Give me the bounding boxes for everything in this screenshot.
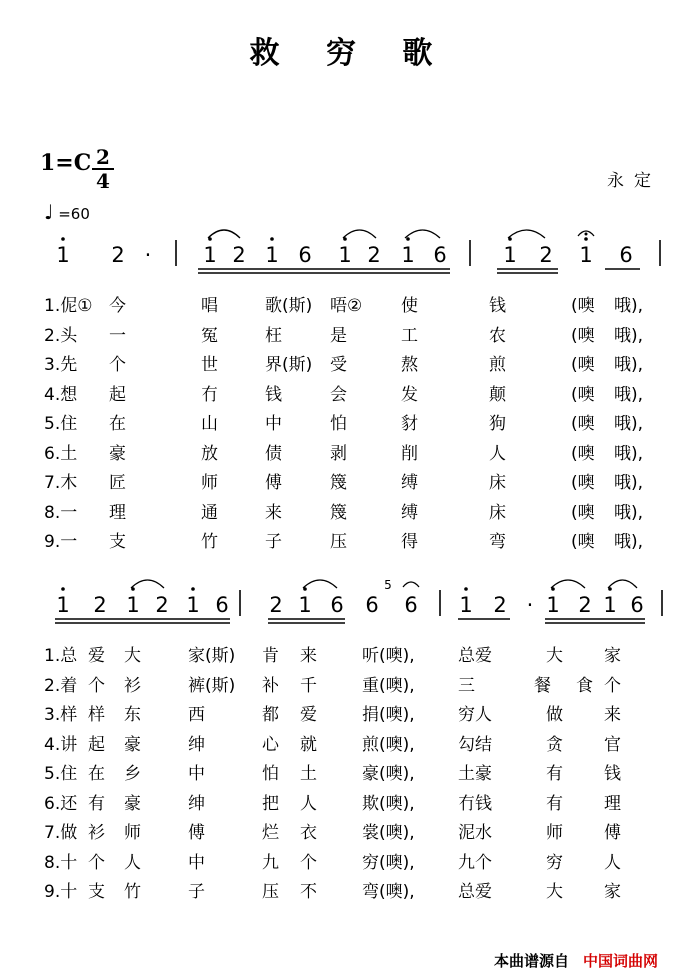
- lyric-syllable: 通: [201, 502, 218, 523]
- lyric-syllable: 6.土: [44, 443, 78, 464]
- lyric-syllable: 在: [109, 414, 126, 434]
- lyric-syllable: 4.讲: [44, 734, 78, 755]
- lyric-syllable: 7.木: [44, 473, 78, 493]
- lyric-syllable: 重(噢),: [362, 675, 415, 696]
- note-digit: 2: [93, 593, 107, 617]
- lyric-syllable: 烂: [262, 823, 279, 843]
- lyric-syllable: 5.住: [44, 414, 78, 434]
- lyric-syllable: 6.还: [44, 793, 78, 814]
- lyric-syllable: 欺(噢),: [362, 793, 415, 814]
- lyric-syllable: 受: [330, 355, 347, 375]
- lyric-syllable: 哦),: [614, 502, 644, 523]
- note-digit: 1: [186, 593, 200, 617]
- note-digit: 1: [579, 243, 593, 267]
- lyric-syllable: 大: [546, 646, 563, 666]
- lyric-syllable: 师: [546, 823, 563, 843]
- lyric-syllable: 乡: [124, 764, 141, 784]
- lyric-syllable: 人: [489, 443, 506, 464]
- lyric-syllable: 人: [604, 852, 621, 873]
- note-digit: 1: [603, 593, 617, 617]
- lyric-syllable: 绅: [188, 734, 205, 755]
- lyric-syllable: 总爱: [458, 882, 492, 902]
- lyric-syllable: 2.着: [44, 675, 78, 696]
- lyric-syllable: 捐(噢),: [362, 705, 415, 725]
- lyric-syllable: 会: [330, 384, 347, 405]
- lyric-syllable: 衫: [88, 823, 105, 843]
- note-digit: 6: [365, 593, 379, 617]
- lyric-syllable: 哦),: [614, 325, 644, 346]
- note-digit: 1: [546, 593, 560, 617]
- lyric-syllable: 歌(斯): [265, 296, 313, 316]
- lyric-syllable: 3.样: [44, 705, 78, 725]
- lyric-syllable: 傅: [604, 823, 621, 843]
- lyric-syllable: 有: [546, 793, 563, 814]
- lyric-syllable: 缚: [401, 473, 418, 493]
- lyric-syllable: 9.一: [44, 532, 78, 552]
- lyric-syllable: (噢: [571, 414, 595, 434]
- note-digit: 6: [619, 243, 633, 267]
- lyric-syllable: 工: [401, 325, 418, 346]
- lyric-syllable: 土豪: [458, 764, 492, 784]
- octave-dot: [191, 587, 195, 591]
- lyric-syllable: (噢: [571, 296, 595, 316]
- lyric-syllable: (噢: [571, 325, 595, 346]
- lyric-syllable: 颠: [489, 384, 506, 405]
- lyric-syllable: 床: [489, 502, 506, 523]
- lyric-syllable: 压: [262, 882, 279, 902]
- lyric-syllable: 有: [88, 793, 105, 814]
- lyric-syllable: 中: [188, 764, 205, 784]
- time-numerator: 2: [96, 145, 110, 169]
- lyric-syllable: 不: [300, 882, 317, 902]
- lyric-syllable: 都: [262, 705, 279, 725]
- lyric-syllable: 东: [124, 705, 141, 725]
- lyric-syllable: 1.总: [44, 646, 78, 666]
- footer-source-text: 本曲谱源自: [494, 952, 570, 970]
- lyric-syllable: 8.一: [44, 502, 78, 523]
- note-digit: 6: [433, 243, 447, 267]
- lyric-syllable: 8.十: [44, 852, 78, 873]
- lyric-syllable: 钱: [489, 296, 506, 316]
- lyric-syllable: 熬: [401, 355, 418, 375]
- note-digit: 2: [539, 243, 553, 267]
- lyric-syllable: 缚: [401, 502, 418, 523]
- lyric-syllable: 压: [330, 532, 347, 552]
- lyric-syllable: 弯: [489, 532, 506, 552]
- octave-dot: [270, 237, 274, 241]
- lyric-syllable: 哦),: [614, 443, 644, 464]
- lyric-syllable: 衫: [124, 675, 141, 696]
- lyric-syllable: 三: [458, 675, 475, 696]
- lyric-syllable: 理: [109, 502, 126, 523]
- lyric-syllable: 哦),: [614, 355, 644, 375]
- fermata-icon: [403, 582, 419, 587]
- note-digit: 2: [111, 243, 125, 267]
- lyric-syllable: 衣: [300, 823, 317, 843]
- lyric-syllable: 土: [300, 764, 317, 784]
- lyric-syllable: 来: [604, 705, 621, 725]
- lyric-syllable: 食: [576, 675, 593, 696]
- quarter-note-icon: ♩: [44, 200, 54, 224]
- lyric-syllable: 家: [604, 646, 621, 666]
- lyric-syllable: 豺: [401, 414, 418, 434]
- lyric-syllable: 唔②: [330, 296, 363, 316]
- lyric-syllable: 今: [109, 296, 126, 316]
- note-digit: 1: [203, 243, 217, 267]
- lyric-syllable: 来: [265, 502, 282, 523]
- region-label: 永定: [607, 171, 661, 191]
- note-digit: ·: [526, 593, 534, 617]
- lyric-syllable: 弯(噢),: [362, 882, 415, 902]
- lyric-syllable: 子: [188, 882, 205, 902]
- note-digit: 1: [126, 593, 140, 617]
- lyric-syllable: 豪: [109, 443, 126, 464]
- lyric-syllable: (噢: [571, 355, 595, 375]
- slur: [303, 580, 337, 588]
- lyric-syllable: (噢: [571, 443, 595, 464]
- lyric-syllable: 绅: [188, 793, 205, 814]
- lyric-syllable: 有: [546, 764, 563, 784]
- lyric-syllable: 九个: [458, 852, 492, 873]
- note-digit: 2: [493, 593, 507, 617]
- lyric-syllable: 7.做: [44, 823, 78, 843]
- slur: [405, 230, 440, 238]
- tempo-value: =60: [58, 205, 90, 223]
- note-digit: 1: [459, 593, 473, 617]
- lyric-syllable: 个: [604, 675, 621, 696]
- lyric-syllable: 样: [88, 705, 105, 725]
- lyric-syllable: 做: [546, 705, 563, 725]
- note-digit: 6: [630, 593, 644, 617]
- lyric-syllable: 5.住: [44, 764, 78, 784]
- lyric-syllable: 听(噢),: [362, 646, 415, 666]
- slur: [608, 580, 637, 588]
- note-digit: 2: [232, 243, 246, 267]
- slur: [343, 230, 376, 238]
- lyric-syllable: 哦),: [614, 414, 644, 434]
- lyric-syllable: 篾: [330, 502, 347, 523]
- lyric-syllable: 匠: [109, 473, 126, 493]
- lyric-syllable: 界(斯): [265, 355, 313, 375]
- lyric-syllable: 冇钱: [458, 793, 492, 814]
- lyric-syllable: 就: [300, 734, 317, 755]
- lyric-syllable: 把: [262, 793, 279, 814]
- lyric-syllable: 冇: [201, 384, 218, 405]
- note-digit: 1: [56, 593, 70, 617]
- lyric-syllable: 补: [262, 675, 279, 696]
- note-digit: 1: [401, 243, 415, 267]
- lyric-syllable: 个: [109, 355, 126, 375]
- lyric-syllable: 冤: [201, 325, 218, 346]
- note-digit: 6: [215, 593, 229, 617]
- lyric-syllable: 2.头: [44, 325, 78, 346]
- lyric-syllable: 狗: [489, 414, 506, 434]
- octave-dot: [61, 237, 65, 241]
- lyric-syllable: 在: [88, 764, 105, 784]
- lyric-syllable: (噢: [571, 502, 595, 523]
- lyric-syllable: 4.想: [44, 384, 78, 405]
- octave-dot: [61, 587, 65, 591]
- octave-dot: [464, 587, 468, 591]
- slur: [208, 230, 240, 238]
- lyric-syllable: 哦),: [614, 473, 644, 493]
- lyric-syllable: 得: [401, 532, 418, 552]
- lyric-syllable: 大: [546, 882, 563, 902]
- lyric-syllable: 总爱: [458, 646, 492, 666]
- lyric-syllable: 竹: [201, 532, 218, 552]
- note-digit: 6: [298, 243, 312, 267]
- lyric-syllable: 裤(斯): [188, 675, 236, 696]
- lyric-syllable: 心: [262, 734, 279, 755]
- lyric-syllable: 怕: [330, 414, 347, 434]
- lyric-syllable: 傅: [188, 823, 205, 843]
- lyric-syllable: 子: [265, 532, 282, 552]
- lyric-syllable: 个: [300, 852, 317, 873]
- lyric-syllable: 3.先: [44, 355, 78, 375]
- lyric-syllable: 哦),: [614, 532, 644, 552]
- lyric-syllable: 中: [188, 852, 205, 873]
- lyric-syllable: (噢: [571, 384, 595, 405]
- note-digit: 1: [338, 243, 352, 267]
- lyric-syllable: 理: [604, 793, 621, 814]
- lyric-syllable: 竹: [124, 882, 141, 902]
- note-digit: 2: [578, 593, 592, 617]
- lyric-syllable: 师: [124, 823, 141, 843]
- note-digit: 2: [269, 593, 283, 617]
- lyric-syllable: 发: [401, 384, 418, 405]
- lyric-syllable: 餐: [534, 675, 551, 696]
- note-digit: 2: [155, 593, 169, 617]
- lyric-syllable: 怕: [262, 764, 279, 784]
- lyric-syllable: 9.十: [44, 882, 78, 902]
- note-digit: ·: [144, 243, 152, 267]
- lyric-syllable: 穷人: [458, 705, 492, 725]
- lyric-syllable: 西: [188, 705, 205, 725]
- lyric-syllable: 放: [201, 443, 218, 464]
- lyric-syllable: 削: [401, 443, 418, 464]
- lyric-syllable: 家(斯): [188, 646, 236, 666]
- lyric-syllable: 人: [300, 793, 317, 814]
- lyric-syllable: 农: [489, 325, 506, 346]
- lyric-syllable: 债: [265, 443, 282, 464]
- lyric-syllable: 使: [401, 296, 418, 316]
- note-digit: 1: [56, 243, 70, 267]
- lyric-syllable: 爱: [300, 705, 317, 725]
- octave-dot: [406, 237, 410, 241]
- lyric-syllable: 起: [88, 734, 105, 755]
- lyric-syllable: 床: [489, 473, 506, 493]
- lyric-syllable: 枉: [265, 325, 282, 346]
- lyric-syllable: 煎: [489, 355, 506, 375]
- lyric-syllable: 勾结: [458, 734, 492, 755]
- lyric-syllable: 篾: [330, 473, 347, 493]
- lyric-syllable: 哦),: [614, 384, 644, 405]
- lyric-syllable: 九: [262, 852, 279, 873]
- lyric-syllable: 世: [201, 355, 218, 375]
- lyric-syllable: 豪: [124, 734, 141, 755]
- lyric-syllable: 泥水: [458, 823, 492, 843]
- slur: [508, 230, 545, 238]
- slur: [551, 580, 585, 588]
- lyric-syllable: 个: [88, 852, 105, 873]
- lyric-syllable: 豪(噢),: [362, 764, 415, 784]
- lyric-syllable: 1.伲①: [44, 296, 93, 316]
- time-denominator: 4: [92, 168, 114, 192]
- lyric-syllable: 来: [300, 646, 317, 666]
- note-digit: 1: [265, 243, 279, 267]
- note-digit: 6: [330, 593, 344, 617]
- lyric-syllable: 山: [201, 414, 218, 434]
- lyric-syllable: 穷(噢),: [362, 852, 415, 873]
- footer-site-name: 中国词曲网: [583, 952, 659, 970]
- song-title: 救 穷 歌: [249, 36, 451, 71]
- lyric-syllable: 肯: [262, 646, 279, 666]
- lyric-syllable: (噢: [571, 473, 595, 493]
- lyric-syllable: 家: [604, 882, 621, 902]
- lyric-syllable: 起: [109, 384, 126, 405]
- lyric-syllable: 剥: [330, 443, 347, 464]
- lyric-syllable: 大: [124, 646, 141, 666]
- lyric-syllable: 哦),: [614, 296, 644, 316]
- lyric-syllable: 唱: [201, 296, 218, 316]
- lyric-syllable: 贪: [546, 734, 563, 755]
- lyric-syllable: 一: [109, 325, 126, 346]
- note-digit: 2: [367, 243, 381, 267]
- lyric-syllable: 是: [330, 325, 347, 346]
- lyric-syllable: 爱: [88, 646, 105, 666]
- lyric-syllable: 煎(噢),: [362, 734, 415, 755]
- lyric-syllable: 钱: [604, 764, 621, 784]
- footer-source: [494, 950, 658, 971]
- lyric-syllable: 师: [201, 473, 218, 493]
- lyric-syllable: 官: [604, 734, 621, 755]
- lyric-syllable: 傅: [265, 473, 282, 493]
- lyric-syllable: (噢: [571, 532, 595, 552]
- lyric-syllable: 中: [265, 414, 282, 434]
- lyric-syllable: 穷: [546, 852, 563, 873]
- slur: [131, 580, 164, 588]
- note-digit: 6: [404, 593, 418, 617]
- lyric-syllable: 豪: [124, 793, 141, 814]
- note-digit: 1: [298, 593, 312, 617]
- lyric-syllable: 千: [300, 675, 317, 696]
- grace-note: 5: [384, 578, 392, 592]
- lyric-syllable: 支: [88, 882, 105, 902]
- key-signature: 1=C: [40, 150, 92, 176]
- lyric-syllable: 钱: [265, 384, 282, 405]
- lyric-syllable: 人: [124, 852, 141, 873]
- octave-dot: [584, 237, 588, 241]
- lyric-syllable: 个: [88, 675, 105, 696]
- note-digit: 1: [503, 243, 517, 267]
- fermata-dot: [585, 233, 588, 236]
- lyric-syllable: 裳(噢),: [362, 823, 415, 843]
- lyric-syllable: 支: [109, 532, 126, 552]
